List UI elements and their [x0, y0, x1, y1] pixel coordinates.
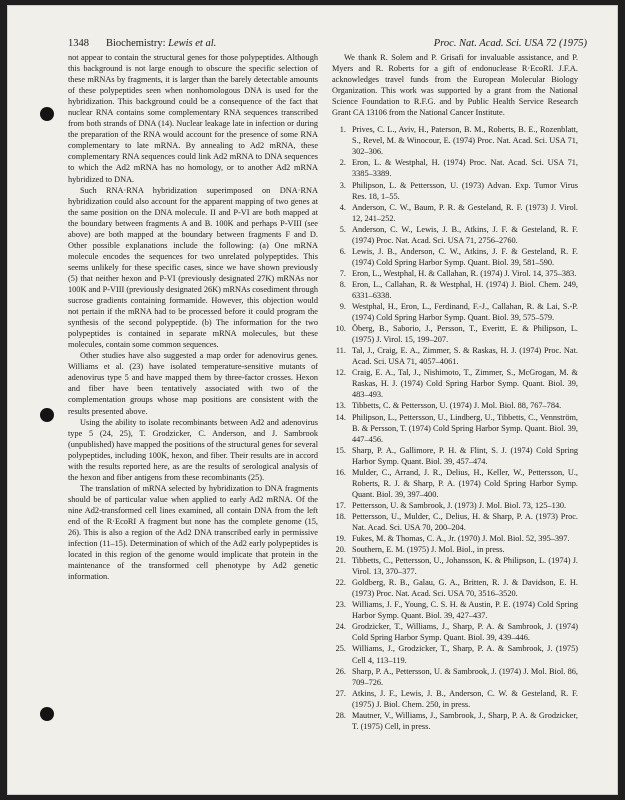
reference-text: Pettersson, U. & Sambrook, J. (1973) J. Mol. Biol. 73, 125–130. [352, 500, 567, 510]
reference-text: Atkins, J. F., Lewis, J. B., Anderson, C. W. & Gesteland, R. F. (1975) J. Biol. Chem. 250, in press. [352, 688, 578, 709]
body-paragraph: Other studies have also suggested a map order for adenovirus genes. Williams et al. (23) have isolated temperature-sensitive mutants of adenovirus type 5 and have mapped them by three-factor crosses. Hexon and fiber have been tentatively associated with two of the complementation groups whose map positions are consistent with the results presented above. [68, 351, 318, 416]
reference-item [332, 268, 578, 279]
reference-list [332, 124, 578, 732]
reference-item [332, 555, 578, 577]
reference-item [332, 599, 578, 621]
acknowledgement: We thank R. Solem and P. Grisafi for invaluable assistance, and P. Myers and R. Roberts for a gift of endonuclease R·EcoRI. J.F.A. acknowledges travel funds from the European Molecular Biology Organization. This work was supported by a grant from the National Science Foundation to R.F.G. and by Public Health Service Research Grant CA 13106 from the National Cancer Institute. [332, 53, 578, 118]
reference-number: 5. [339, 224, 346, 234]
reference-number: 25. [335, 644, 346, 654]
punch-hole [40, 107, 54, 121]
reference-text: Williams, J. F., Young, C. S. H. & Austin, P. E. (1974) Cold Spring Harbor Symp. Quant. Biol. 39, 427–437. [352, 600, 578, 621]
reference-text: Eron, L. & Westphal, H. (1974) Proc. Nat. Acad. Sci. USA 71, 3385–3389. [352, 158, 578, 179]
reference-text: Mulder, C., Arrand, J. R., Delius, H., Keller, W., Pettersson, U., Roberts, R. J. & Sharp, P. A. (1974) Cold Spring Harbor Symp. Quant. Biol. 39, 397–400. [352, 467, 578, 499]
reference-number: 9. [339, 302, 346, 312]
reference-text: Tal, J., Craig, E. A., Zimmer, S. & Raskas, H. J. (1974) Proc. Nat. Acad. Sci. USA 71, 4057–4061. [352, 346, 578, 367]
reference-text: Anderson, C. W., Lewis, J. B., Atkins, J. F. & Gesteland, R. F. (1974) Proc. Nat. Acad. Sci. USA 71, 2756–2760. [352, 224, 578, 245]
reference-number: 3. [339, 180, 346, 190]
reference-text: Mautner, V., Williams, J., Sambrook, J., Sharp, P. A. & Grodzicker, T. (1975) Cell, in press. [352, 710, 578, 731]
reference-number: 20. [335, 545, 346, 555]
reference-number: 7. [339, 268, 346, 278]
reference-text: Tibbetts, C., Pettersson, U., Johansson, K. & Philipson, L. (1974) J. Virol. 13, 370–377. [352, 556, 578, 577]
reference-text: Pettersson, U., Mulder, C., Delius, H. & Sharp, P. A. (1973) Proc. Nat. Acad. Sci. USA 70, 200–204. [352, 511, 578, 532]
reference-text: Southern, E. M. (1975) J. Mol. Biol., in press. [352, 545, 505, 555]
reference-text: Sharp, P. A., Pettersson, U. & Sambrook, J. (1974) J. Mol. Biol. 86, 709–726. [352, 666, 578, 687]
reference-number: 8. [339, 279, 346, 289]
page-number: 1348 [68, 38, 89, 49]
body-paragraph: not appear to contain the structural genes for those polypeptides. Although this background is not large enough to obscure the specific selection of these mRNAs by fragments, it is larger than the barely detectable amounts of these polypeptides seen when nonhomologous DNA is used for the hybridization. This background could be a consequence of the fact that nuclear RNA contains some complementary RNA sequences transcribed from both strands of DNA (14). Nuclear leakage late in infection or during the preparation of the RNA would account for the presence of some RNA complementary to late mRNA. By annealing to Ad2 mRNA, these complementary RNA sequences could link Ad2 mRNA to DNA sequences to which the Ad2 mRNA has no homology, or to another Ad2 mRNA hybridized to DNA. [68, 53, 318, 184]
reference-number: 10. [335, 324, 346, 334]
reference-number: 23. [335, 600, 346, 610]
reference-item [332, 467, 578, 500]
reference-number: 14. [335, 412, 346, 422]
reference-item [332, 124, 578, 157]
reference-number: 1. [339, 125, 346, 135]
body-paragraph: Using the ability to isolate recombinants between Ad2 and adenovirus type 5 (24, 25), T. Grodzicker, C. Anderson, and J. Sambrook (unpublished) have mapped the positions of the structural genes for several polypeptides, including 100K, hexon, and fiber. Their results are in accord with the results reported here, as are the results of serological analysis of the hexon and fiber antigens from these recombinants (25). [68, 417, 318, 482]
body-paragraph: The translation of mRNA selected by hybridization to DNA fragments should be of particular value when applied to early Ad2 mRNA. Of the nine Ad2-transformed cell lines examined, all contain DNA from the left end of the R·EcoRI A fragment but none has the complete genome (15, 26). This is also a region of the Ad2 DNA transcribed early in permissive infection (11–15). Determination of which of the Ad2 early polypeptides is located in this region of the genome would implicate that protein in the maintenance of the transformed cell phenotype by Ad2 genetic information. [68, 483, 318, 582]
reference-number: 27. [335, 688, 346, 698]
reference-item [332, 511, 578, 533]
reference-text: Grodzicker, T., Williams, J., Sharp, P. A. & Sambrook, J. (1974) Cold Spring Harbor Symp. Quant. Biol. 39, 439–446. [352, 622, 578, 643]
reference-item [332, 301, 578, 323]
right-column [332, 52, 578, 732]
reference-number: 22. [335, 578, 346, 588]
reference-text: Lewis, J. B., Anderson, C. W., Atkins, J. F. & Gesteland, R. F. (1974) Cold Spring Harbor Symp. Quant. Biol. 39, 581–590. [352, 246, 578, 267]
reference-text: Sharp, P. A., Gallimore, P. H. & Flint, S. J. (1974) Cold Spring Harbor Symp. Quant. Biol. 39, 457–474. [352, 445, 578, 466]
reference-item [332, 246, 578, 268]
reference-text: Williams, J., Grodzicker, T., Sharp, P. A. & Sambrook, J. (1975) Cell 4, 113–119. [352, 644, 578, 665]
reference-item [332, 323, 578, 345]
reference-number: 26. [335, 666, 346, 676]
journal-prefix: Biochemistry: [106, 38, 169, 49]
reference-number: 11. [335, 346, 346, 356]
reference-item [332, 500, 578, 511]
reference-number: 24. [335, 622, 346, 632]
reference-item [332, 666, 578, 688]
punch-hole [40, 707, 54, 721]
reference-item [332, 224, 578, 246]
reference-number: 4. [339, 202, 346, 212]
reference-text: Goldberg, R. B., Galau, G. A., Britten, R. J. & Davidson, E. H. (1973) Proc. Nat. Acad. Sci. USA 70, 3516–3520. [352, 578, 578, 599]
reference-item [332, 345, 578, 367]
reference-text: Eron, L., Westphal, H. & Callahan, R. (1974) J. Virol. 14, 375–383. [352, 268, 577, 278]
reference-item [332, 400, 578, 411]
reference-item [332, 544, 578, 555]
reference-item [332, 577, 578, 599]
reference-number: 19. [335, 534, 346, 544]
reference-text: Eron, L., Callahan, R. & Westphal, H. (1974) J. Biol. Chem. 249, 6331–6338. [352, 279, 578, 300]
journal-section [106, 38, 216, 49]
running-header [68, 38, 587, 52]
reference-item [332, 202, 578, 224]
reference-item [332, 279, 578, 301]
journal-citation: Proc. Nat. Acad. Sci. USA 72 (1975) [433, 38, 587, 49]
reference-item [332, 533, 578, 544]
reference-text: Philipson, L., Pettersson, U., Lindberg, U., Tibbetts, C., Vennström, B. & Persson, T. (1974) Cold Spring Harbor Symp. Quant. Biol. 39, 447–456. [352, 412, 578, 444]
reference-text: Westphal, H., Eron, L., Ferdinand, F.-J., Callahan, R. & Lai, S.-P. (1974) Cold Spring Harbor Symp. Quant. Biol. 39, 575–579. [352, 302, 578, 323]
reference-number: 12. [335, 368, 346, 378]
reference-item [332, 412, 578, 445]
body-paragraph: Such RNA·RNA hybridization superimposed on DNA·RNA hybridization could also account for the apparent mapping of two genes at the same position on the DNA molecule. II and P-VI are both mapped at the boundary between fragments A and B. 100K and perhaps P-VIII (see above) are both mapped at the boundary between fragments F and D. Other possible explanations include the following: (a) One mRNA molecule encodes the sequences for two unrelated polypeptides. This seems unlikely for these specific cases, since we have shown previously (5) that neither hexon and P-VI (previously designated 27K) mRNAs nor 100K and P-VIII (previously designated 26K) mRNAs cosediment through sucrose gradients containing formamide. However, this objection would not pertain if the mRNA had to be processed before it could program the synthesis of the second polypeptide. (b) The information for the two polypeptides is contained in separate mRNA molecules, but these molecules, contain some common sequences. [68, 185, 318, 350]
reference-text: Tibbetts, C. & Pettersson, U. (1974) J. Mol. Biol. 88, 767–784. [352, 401, 562, 411]
reference-number: 6. [339, 246, 346, 256]
reference-item [332, 643, 578, 665]
reference-text: Fukes, M. & Thomas, C. A., Jr. (1970) J. Mol. Biol. 52, 395–397. [352, 534, 570, 544]
reference-text: Philipson, L. & Pettersson, U. (1973) Advan. Exp. Tumor Virus Res. 18, 1–55. [352, 180, 578, 201]
reference-item [332, 157, 578, 179]
left-column [68, 52, 318, 582]
reference-item [332, 710, 578, 732]
reference-item [332, 180, 578, 202]
reference-number: 16. [335, 467, 346, 477]
punch-hole [40, 408, 54, 422]
reference-number: 21. [335, 556, 346, 566]
header-authors: Lewis et al. [168, 38, 217, 49]
reference-text: Anderson, C. W., Baum, P. R. & Gesteland, R. F. (1973) J. Virol. 12, 241–252. [352, 202, 578, 223]
reference-number: 28. [335, 710, 346, 720]
reference-item [332, 688, 578, 710]
reference-number: 15. [335, 445, 346, 455]
reference-number: 13. [335, 401, 346, 411]
reference-text: Craig, E. A., Tal, J., Nishimoto, T., Zimmer, S., McGrogan, M. & Raskas, H. J. (1974) Cold Spring Harbor Symp. Quant. Biol. 39, 483–493. [352, 368, 578, 400]
reference-text: Prives, C. L., Aviv, H., Paterson, B. M., Roberts, B. E., Rozenblatt, S., Revel, M. & Winocour, E. (1974) Proc. Nat. Acad. Sci. USA 71, 302–306. [352, 125, 578, 157]
reference-text: Öberg, B., Saborio, J., Persson, T., Everitt, E. & Philipson, L. (1975) J. Virol. 15, 199–207. [352, 324, 578, 345]
reference-number: 2. [339, 158, 346, 168]
reference-number: 17. [335, 500, 346, 510]
reference-item [332, 621, 578, 643]
reference-number: 18. [335, 511, 346, 521]
reference-item [332, 367, 578, 400]
reference-item [332, 445, 578, 467]
